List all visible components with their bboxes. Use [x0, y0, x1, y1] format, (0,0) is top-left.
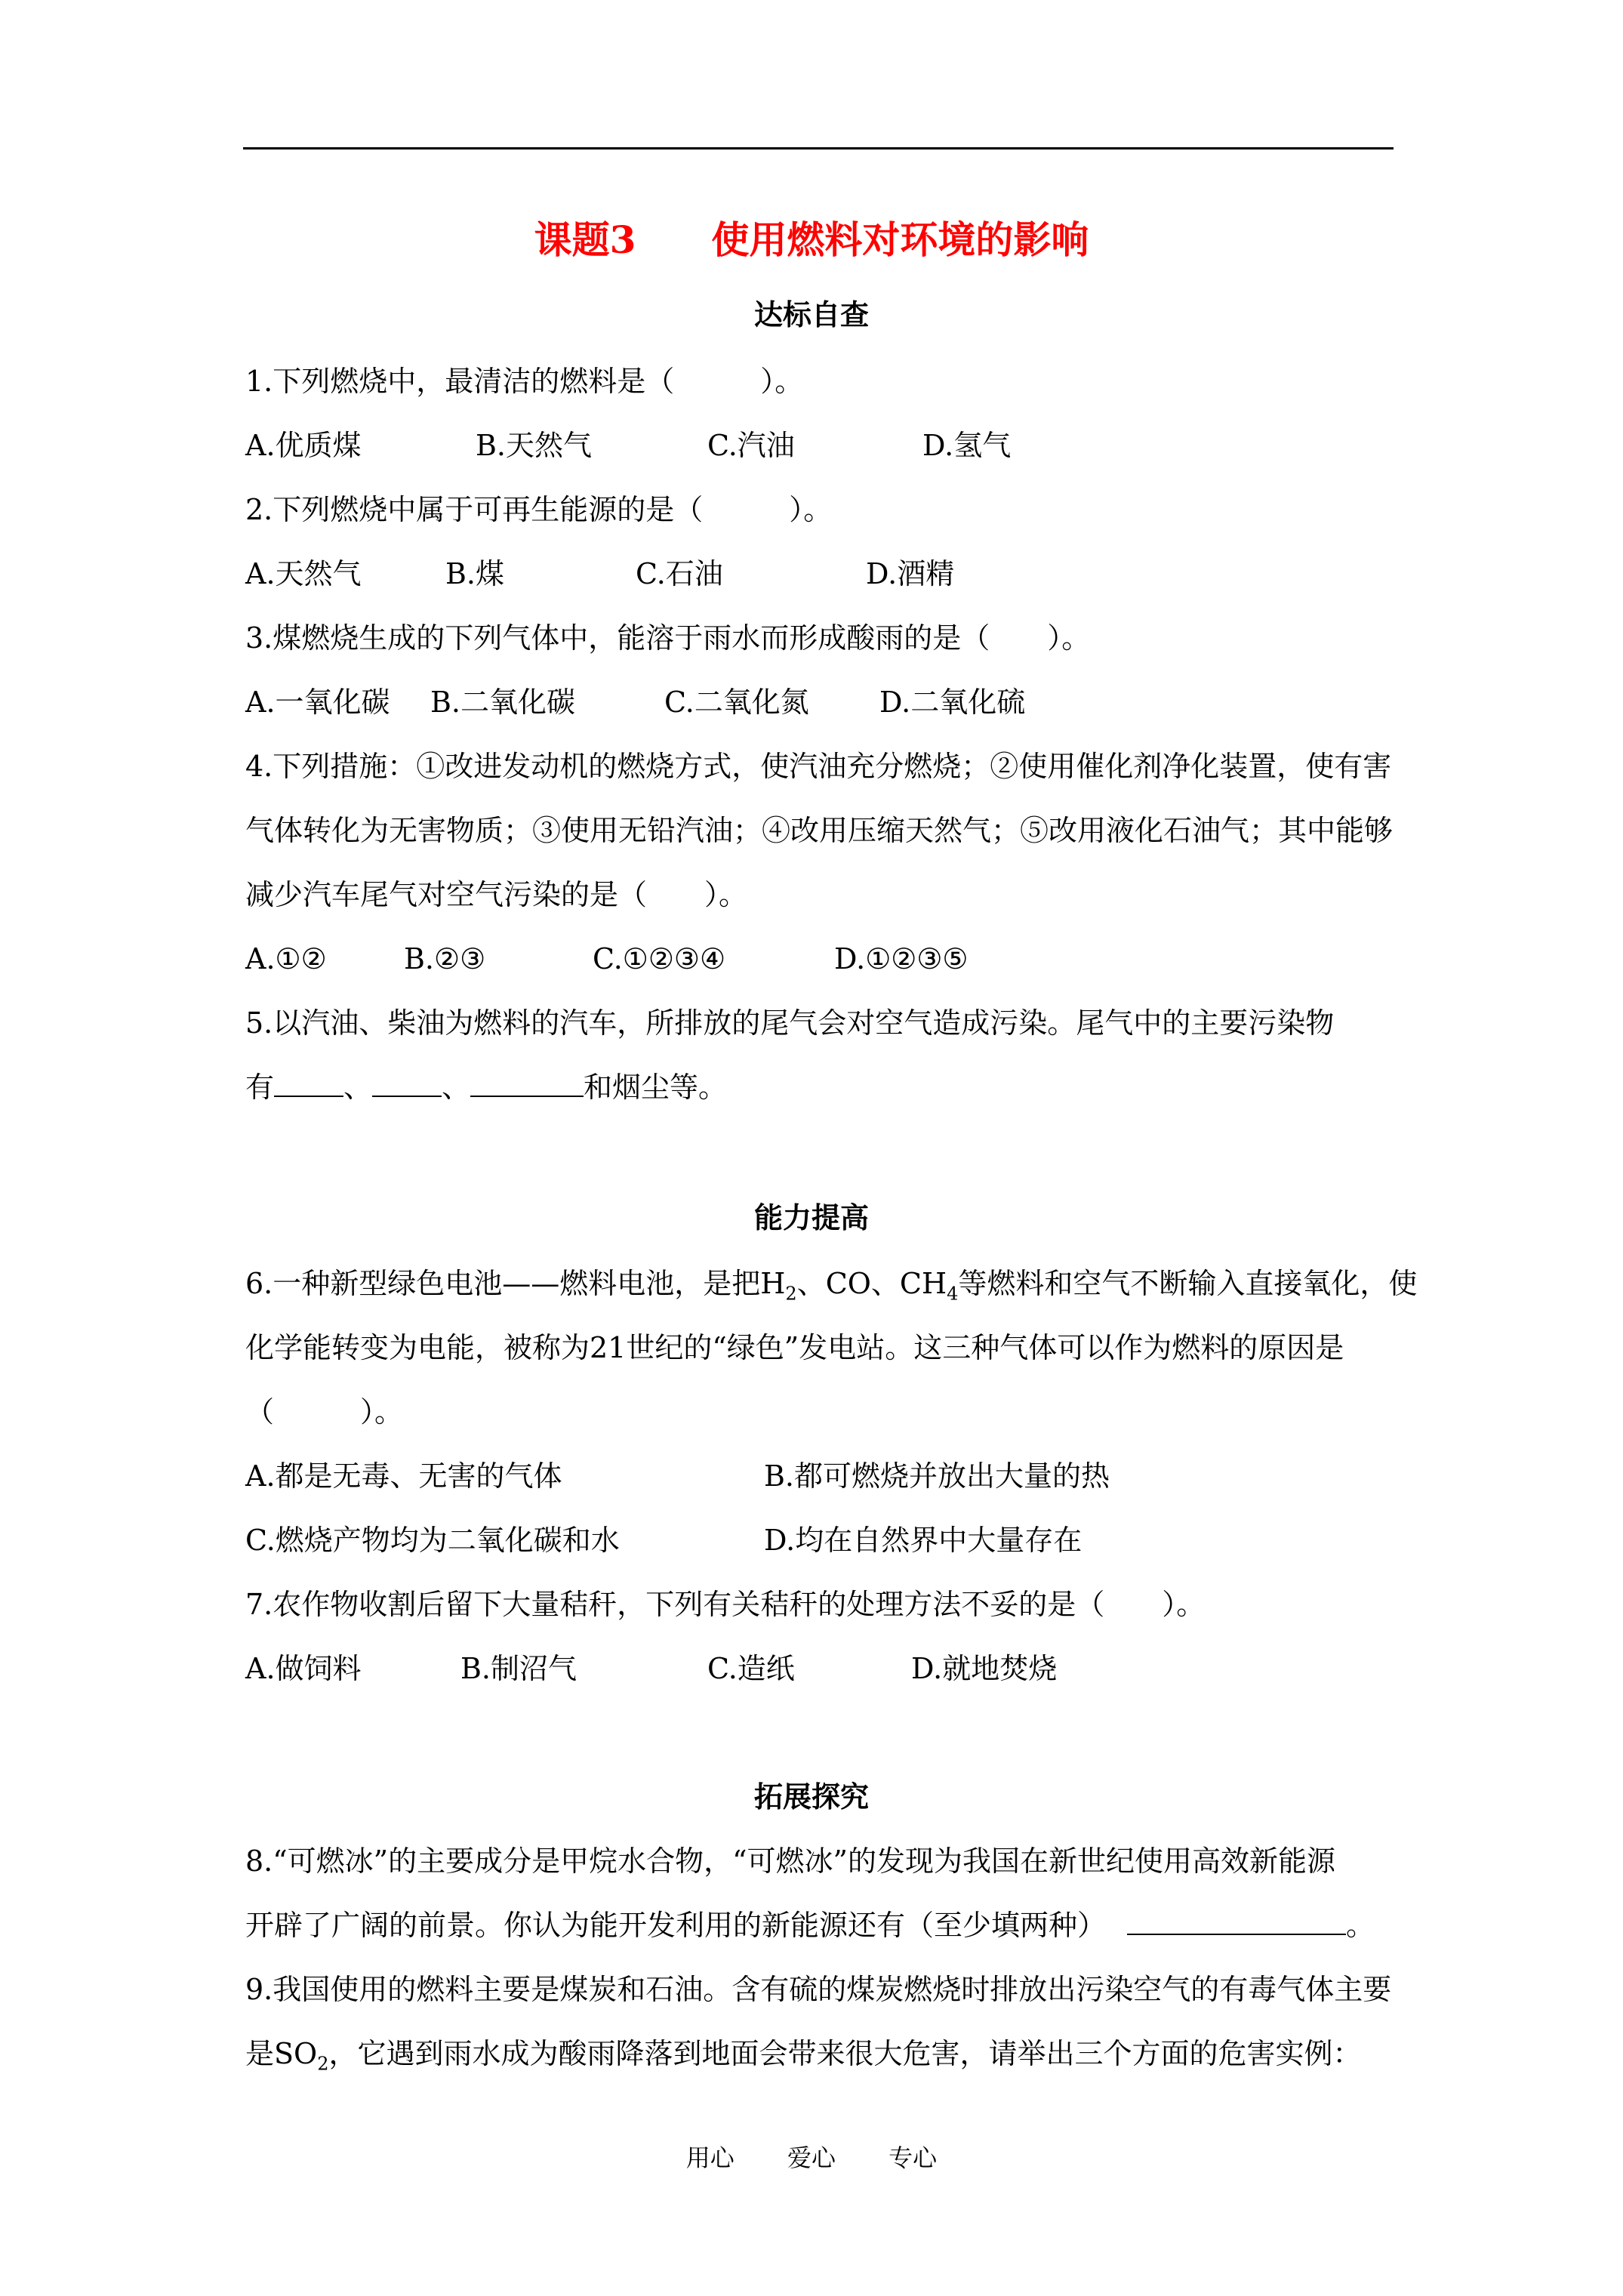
- title-lesson-number: 课题3: [534, 217, 636, 262]
- option-c: C.二氧化氮: [664, 686, 809, 719]
- option-d: D.酒精: [866, 557, 955, 590]
- option-a: A.优质煤: [245, 429, 362, 462]
- footer-text-3: 专心: [888, 2143, 938, 2172]
- question-8-line-2: [245, 1906, 1393, 1944]
- question-8-line-1: 8.“可燃冰”的主要成分是甲烷水合物，“可燃冰”的发现为我国在新世纪使用高效新能源: [245, 1845, 1335, 1878]
- subscript: 2: [785, 1283, 797, 1305]
- question-7: 7.农作物收割后留下大量秸秆，下列有关秸秆的处理方法不妥的是（ ）。: [245, 1588, 1206, 1621]
- option-c: C.①②③④: [593, 942, 726, 975]
- option-d: D.二氧化硫: [879, 686, 1026, 719]
- answer-blank-1[interactable]: [274, 1070, 343, 1097]
- option-a: A.做饲料: [245, 1652, 362, 1685]
- question-1: 1.下列燃烧中，最清洁的燃料是（ ）。: [245, 365, 804, 398]
- section-heading-ability: 能力提高: [753, 1200, 869, 1234]
- question-5-prefix: 有: [245, 1071, 275, 1104]
- subscript: 2: [317, 2053, 329, 2075]
- title-topic: 使用燃料对环境的影响: [711, 217, 1089, 262]
- answer-blank-3[interactable]: [470, 1070, 584, 1097]
- answer-blank-new-energy[interactable]: [1127, 1908, 1346, 1935]
- footer-text-1: 用心: [685, 2143, 735, 2172]
- separator: 、CO、: [796, 1267, 900, 1300]
- option-c: C.石油: [636, 557, 723, 590]
- question-4-line-3: 减少汽车尾气对空气污染的是（ ）。: [245, 878, 748, 911]
- option-c: C.燃烧产物均为二氧化碳和水: [245, 1524, 620, 1557]
- question-2: 2.下列燃烧中属于可再生能源的是（ ）。: [245, 493, 833, 526]
- question-6-line-3: （ ）。: [245, 1395, 404, 1428]
- question-3: 3.煤燃烧生成的下列气体中，能溶于雨水而形成酸雨的是（ ）。: [245, 621, 1091, 655]
- question-6-text-end: 等燃料和空气不断输入直接氧化，使: [958, 1267, 1418, 1300]
- separator: 、: [442, 1071, 471, 1104]
- answer-blank-2[interactable]: [372, 1070, 442, 1097]
- question-5-suffix: 和烟尘等。: [584, 1071, 728, 1104]
- question-9-text-start: 是: [245, 2037, 275, 2070]
- formula-so2: SO: [274, 2037, 318, 2070]
- option-b: B.都可燃烧并放出大量的热: [764, 1459, 1110, 1493]
- question-5-line-2: [245, 1068, 1393, 1106]
- option-c: C.造纸: [707, 1652, 795, 1685]
- section-heading-self-check: 达标自查: [753, 297, 869, 331]
- page-footer: [0, 2141, 1623, 2174]
- question-9-text-end: ，它遇到雨水成为酸雨降落到地面会带来很大危害，请举出三个方面的危害实例：: [328, 2037, 1362, 2070]
- footer-text-2: 爱心: [787, 2143, 836, 2172]
- formula-h2: H: [760, 1267, 786, 1300]
- option-a: A.天然气: [245, 557, 362, 590]
- separator: 、: [343, 1071, 373, 1104]
- option-b: B.制沼气: [460, 1652, 577, 1685]
- subscript: 4: [947, 1283, 959, 1305]
- question-9-line-2: [245, 2035, 1393, 2073]
- option-d: D.①②③⑤: [834, 942, 969, 975]
- option-d: D.均在自然界中大量存在: [764, 1524, 1083, 1557]
- option-a: A.①②: [245, 942, 327, 975]
- question-6-line-2: 化学能转变为电能，被称为21世纪的“绿色”发电站。这三种气体可以作为燃料的原因是: [245, 1331, 1344, 1364]
- option-a: A.一氧化碳: [245, 686, 390, 719]
- question-4-line-1: 4.下列措施：①改进发动机的燃烧方式，使汽油充分燃烧；②使用催化剂净化装置，使有害: [245, 750, 1392, 783]
- option-b: B.天然气: [476, 429, 593, 462]
- option-c: C.汽油: [707, 429, 795, 462]
- page-title: [0, 214, 1623, 267]
- section-heading-extension: 拓展探究: [753, 1780, 869, 1814]
- option-d: D.就地焚烧: [911, 1652, 1058, 1685]
- question-6-line-1: [245, 1265, 1418, 1305]
- question-8-text: 开辟了广阔的前景。你认为能开发利用的新能源还有（至少填两种）: [245, 1909, 1107, 1942]
- option-b: B.煤: [445, 557, 505, 590]
- question-4-line-2: 气体转化为无害物质；③使用无铅汽油；④改用压缩天然气；⑤改用液化石油气；其中能够: [245, 814, 1394, 847]
- option-b: B.②③: [404, 942, 486, 975]
- option-b: B.二氧化碳: [430, 686, 576, 719]
- option-a: A.都是无毒、无害的气体: [245, 1459, 562, 1493]
- header-rule: [243, 147, 1394, 149]
- question-6-text-start: 6.一种新型绿色电池——燃料电池，是把: [245, 1267, 761, 1300]
- question-5-line-1: 5.以汽油、柴油为燃料的汽车，所排放的尾气会对空气造成污染。尾气中的主要污染物: [245, 1006, 1335, 1040]
- question-9-line-1: 9.我国使用的燃料主要是煤炭和石油。含有硫的煤炭燃烧时排放出污染空气的有毒气体主要: [245, 1973, 1392, 2006]
- question-8-end: 。: [1346, 1909, 1375, 1942]
- formula-ch4: CH: [899, 1267, 947, 1300]
- option-d: D.氢气: [922, 429, 1012, 462]
